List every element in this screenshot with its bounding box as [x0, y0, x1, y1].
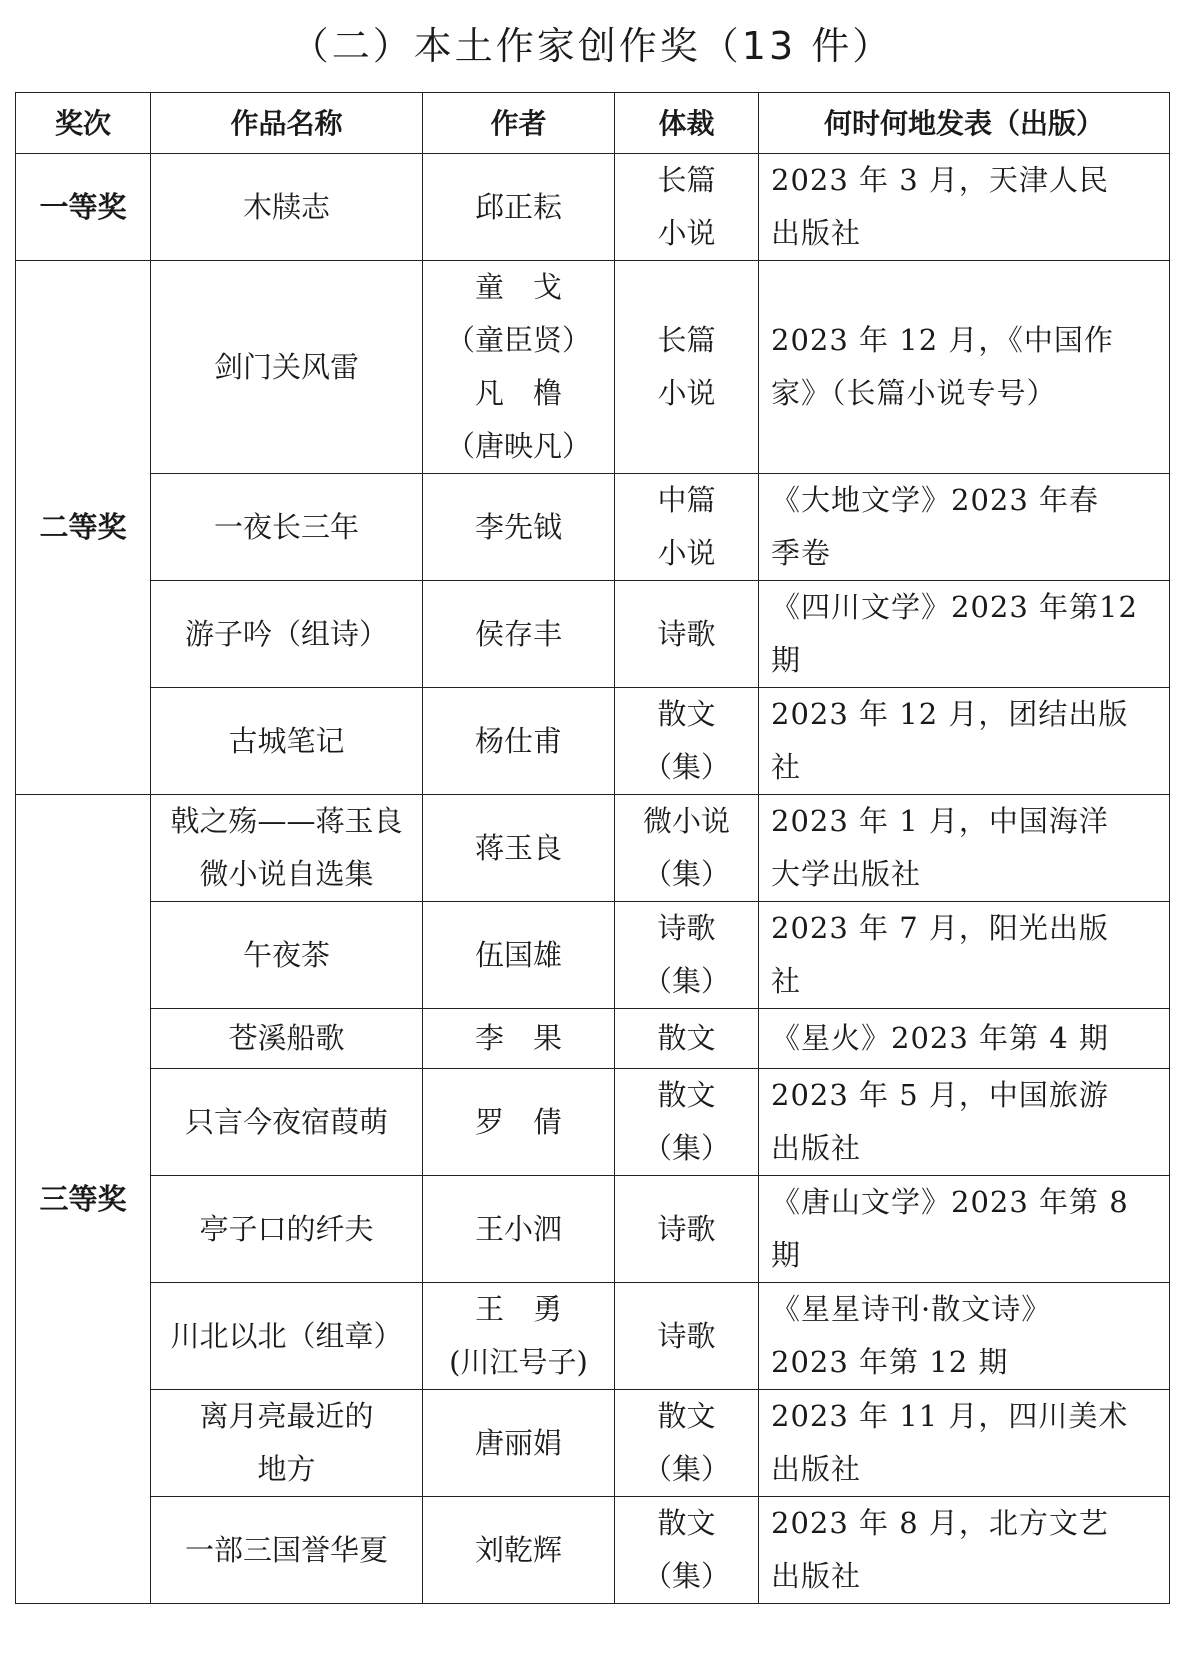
publish-cell: [759, 581, 1170, 688]
work-title-line: 地方: [257, 1452, 316, 1486]
publish-cell: [759, 1009, 1170, 1069]
genre-cell: [615, 902, 759, 1009]
publish-line: 2023 年 3 月，天津人民: [771, 163, 1109, 197]
publish-line: 社: [771, 750, 802, 784]
genre-cell: [615, 795, 759, 902]
work-title-cell: [151, 688, 423, 795]
publish-cell: [759, 1069, 1170, 1176]
genre-line: （集）: [642, 1131, 730, 1165]
author-line: 伍国雄: [474, 937, 562, 972]
publish-line: 家》（长篇小说专号）: [771, 376, 1057, 410]
work-title-line: 木牍志: [242, 189, 330, 224]
publish-line: 2023 年 7 月，阳光出版: [771, 911, 1109, 945]
work-title-line: 一部三国誉华夏: [184, 1532, 388, 1567]
author-cell: [423, 261, 615, 474]
header-author: 作者: [423, 93, 615, 154]
genre-cell: [615, 1009, 759, 1069]
genre-line: 散文: [657, 1021, 716, 1055]
rank-cell: 三等奖: [16, 795, 151, 1604]
work-title-cell: [151, 1009, 423, 1069]
work-title-cell: [151, 795, 423, 902]
author-line: 罗 倩: [474, 1104, 562, 1139]
work-title-line: 剑门关风雷: [213, 349, 359, 384]
work-title-line: 古城笔记: [228, 723, 345, 758]
publish-line: 出版社: [771, 1559, 862, 1593]
table-row: [16, 581, 1170, 688]
genre-line: 散文: [657, 1399, 716, 1433]
genre-cell: [615, 154, 759, 261]
publish-line: 社: [771, 964, 802, 998]
publish-line: 2023 年 12 月，《中国作: [771, 323, 1114, 357]
publish-line: 期: [771, 643, 802, 677]
author-line: 唐丽娟: [474, 1425, 562, 1460]
publish-line: 出版社: [771, 1452, 862, 1486]
publish-cell: [759, 1497, 1170, 1604]
publish-line: 季卷: [771, 536, 832, 570]
table-row: [16, 1390, 1170, 1497]
publish-line: 《唐山文学》2023 年第 8: [771, 1185, 1129, 1219]
work-title-line: 午夜茶: [242, 937, 330, 972]
work-title-line: 离月亮最近的: [199, 1399, 374, 1433]
work-title-line: 只言今夜宿葭萌: [184, 1104, 388, 1139]
author-cell: [423, 1283, 615, 1390]
publish-cell: [759, 474, 1170, 581]
genre-cell: [615, 1176, 759, 1283]
author-cell: [423, 1069, 615, 1176]
publish-cell: [759, 688, 1170, 795]
genre-line: （集）: [642, 964, 730, 998]
author-line: 王小泗: [474, 1211, 562, 1246]
table-body: [16, 154, 1170, 1604]
publish-line: 《四川文学》2023 年第12: [771, 590, 1138, 624]
rank-cell: 一等奖: [16, 154, 151, 261]
publish-line: 期: [771, 1238, 802, 1272]
publish-line: 2023 年 11 月，四川美术: [771, 1399, 1129, 1433]
author-cell: [423, 1009, 615, 1069]
genre-line: 长篇: [657, 163, 716, 197]
genre-cell: [615, 1283, 759, 1390]
work-title-line: 游子吟（组诗）: [184, 616, 388, 651]
genre-line: 诗歌: [657, 616, 716, 651]
table-row: [16, 154, 1170, 261]
work-title-cell: [151, 1283, 423, 1390]
author-line: 刘乾辉: [474, 1532, 562, 1567]
genre-cell: [615, 581, 759, 688]
genre-line: 微小说: [642, 804, 730, 838]
genre-line: 诗歌: [657, 911, 716, 945]
work-title-line: 苍溪船歌: [228, 1021, 345, 1055]
genre-line: 小说: [657, 376, 716, 410]
genre-line: 散文: [657, 1506, 716, 1540]
header-work-title: 作品名称: [151, 93, 423, 154]
author-line: 李先钺: [474, 509, 562, 544]
genre-line: 长篇: [657, 323, 716, 357]
table-row: [16, 795, 1170, 902]
author-line: 侯存丰: [474, 616, 562, 651]
author-line: 蒋玉良: [474, 830, 562, 865]
page-title: （二）本土作家创作奖（13 件）: [290, 24, 894, 68]
publish-line: 《星火》2023 年第 4 期: [771, 1021, 1109, 1055]
genre-line: 小说: [657, 536, 716, 570]
table-row: [16, 1283, 1170, 1390]
genre-line: 小说: [657, 216, 716, 250]
author-cell: [423, 1390, 615, 1497]
work-title-cell: [151, 474, 423, 581]
publish-line: 《大地文学》2023 年春: [771, 483, 1100, 517]
work-title-cell: [151, 902, 423, 1009]
publish-line: 出版社: [771, 1131, 862, 1165]
table-row: [16, 688, 1170, 795]
author-cell: [423, 688, 615, 795]
work-title-cell: [151, 154, 423, 261]
genre-cell: [615, 1497, 759, 1604]
publish-line: 2023 年第 12 期: [771, 1345, 1009, 1379]
publish-line: 2023 年 12 月，团结出版: [771, 697, 1129, 731]
work-title-line: 一夜长三年: [213, 509, 359, 544]
author-line: (川江号子): [449, 1345, 588, 1379]
genre-cell: [615, 1390, 759, 1497]
genre-line: （集）: [642, 750, 730, 784]
genre-line: 散文: [657, 1078, 716, 1112]
work-title-cell: [151, 1176, 423, 1283]
author-cell: [423, 154, 615, 261]
genre-line: （集）: [642, 1452, 730, 1486]
header-rank: 奖次: [16, 93, 151, 154]
author-cell: [423, 902, 615, 1009]
publish-line: 出版社: [771, 216, 862, 250]
rank-cell: 二等奖: [16, 261, 151, 795]
work-title-line: 亭子口的纤夫: [199, 1211, 374, 1246]
author-cell: [423, 1497, 615, 1604]
work-title-cell: [151, 1390, 423, 1497]
author-line: 童 戈: [474, 270, 562, 304]
table-header-row: [16, 93, 1170, 154]
author-line: 李 果: [474, 1021, 562, 1055]
author-line: 杨仕甫: [474, 723, 562, 758]
genre-line: 诗歌: [657, 1318, 716, 1353]
work-title-cell: [151, 1069, 423, 1176]
work-title-cell: [151, 261, 423, 474]
publish-cell: [759, 261, 1170, 474]
publish-cell: [759, 154, 1170, 261]
table-row: [16, 1497, 1170, 1604]
genre-cell: [615, 688, 759, 795]
author-line: 邱正耘: [474, 189, 562, 224]
header-publish: 何时何地发表（出版）: [759, 93, 1170, 154]
table-row: [16, 261, 1170, 474]
genre-line: 诗歌: [657, 1211, 716, 1246]
work-title-line: 川北以北（组章）: [170, 1318, 403, 1353]
genre-cell: [615, 261, 759, 474]
author-cell: [423, 474, 615, 581]
author-cell: [423, 1176, 615, 1283]
table-row: [16, 902, 1170, 1009]
work-title-line: 戟之殇——蒋玉良: [170, 804, 403, 838]
publish-line: 2023 年 8 月，北方文艺: [771, 1506, 1109, 1540]
publish-line: 大学出版社: [771, 857, 922, 891]
genre-line: （集）: [642, 857, 730, 891]
table-row: [16, 1176, 1170, 1283]
publish-cell: [759, 1390, 1170, 1497]
work-title-line: 微小说自选集: [199, 857, 374, 891]
publish-line: 2023 年 5 月，中国旅游: [771, 1078, 1109, 1112]
table-row: [16, 474, 1170, 581]
author-line: （唐映凡）: [445, 429, 591, 463]
table-row: [16, 1009, 1170, 1069]
work-title-cell: [151, 581, 423, 688]
genre-cell: [615, 474, 759, 581]
publish-cell: [759, 795, 1170, 902]
genre-cell: [615, 1069, 759, 1176]
author-cell: [423, 581, 615, 688]
publish-line: 《星星诗刊·散文诗》: [771, 1292, 1052, 1326]
publish-cell: [759, 902, 1170, 1009]
table-row: [16, 1069, 1170, 1176]
genre-line: 中篇: [657, 483, 716, 517]
header-genre: 体裁: [615, 93, 759, 154]
genre-line: 散文: [657, 697, 716, 731]
publish-cell: [759, 1283, 1170, 1390]
author-line: 王 勇: [474, 1292, 562, 1326]
publish-cell: [759, 1176, 1170, 1283]
author-line: （童臣贤）: [445, 323, 591, 357]
author-cell: [423, 795, 615, 902]
award-table: [15, 92, 1170, 1604]
author-line: 凡 橹: [474, 376, 562, 410]
genre-line: （集）: [642, 1559, 730, 1593]
work-title-cell: [151, 1497, 423, 1604]
publish-line: 2023 年 1 月，中国海洋: [771, 804, 1109, 838]
